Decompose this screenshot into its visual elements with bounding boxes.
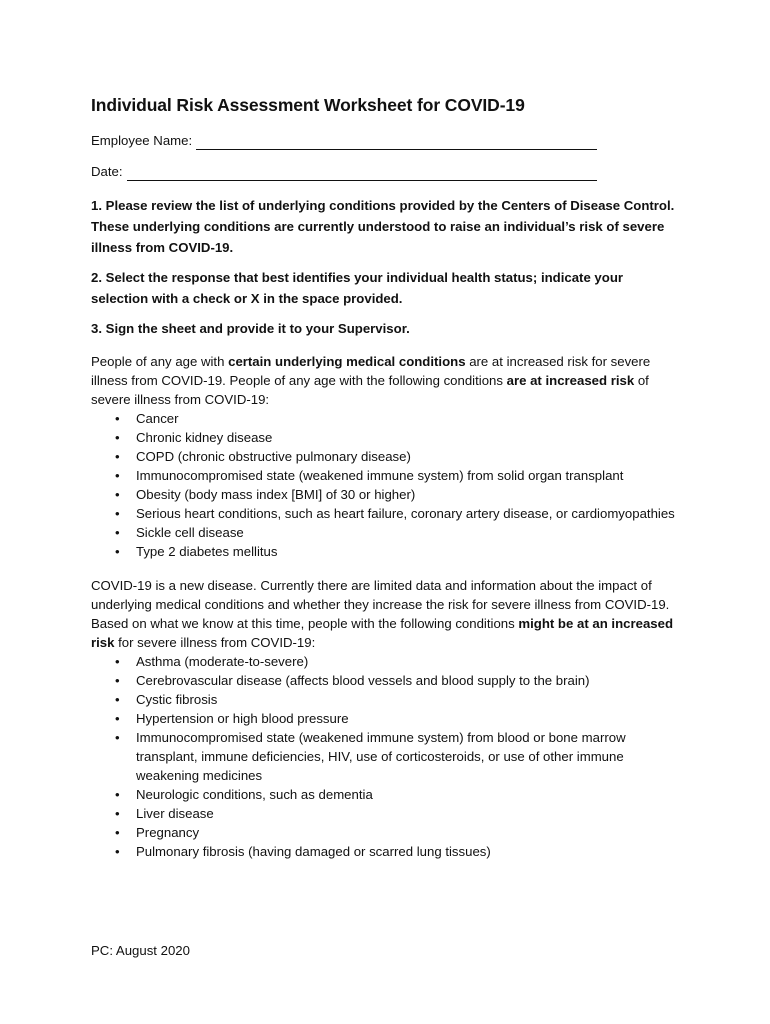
bullet-icon: • bbox=[115, 544, 120, 559]
list-item-text: Liver disease bbox=[136, 806, 214, 821]
list-item bbox=[91, 690, 681, 709]
list-item-text: Chronic kidney disease bbox=[136, 430, 273, 445]
list-item bbox=[91, 447, 681, 466]
list-item-text: Immunocompromised state (weakened immune system) from blood or bone marrow transplant, immune deficiencies, HIV, use of corticosteroids, or use of other immune weakening medicines bbox=[136, 730, 626, 783]
list-item bbox=[91, 785, 681, 804]
list-item bbox=[91, 485, 681, 504]
list-item bbox=[91, 823, 681, 842]
list-item-text: Cancer bbox=[136, 411, 179, 426]
bullet-icon: • bbox=[115, 525, 120, 540]
list-item-text: Hypertension or high blood pressure bbox=[136, 711, 349, 726]
bullet-icon: • bbox=[115, 654, 120, 669]
date-field[interactable] bbox=[91, 163, 681, 181]
bullet-icon: • bbox=[115, 673, 120, 688]
list-item-text: Serious heart conditions, such as heart failure, coronary artery disease, or cardiomyopathies bbox=[136, 506, 675, 521]
list-item bbox=[91, 671, 681, 690]
intro-bold-1: certain underlying medical conditions bbox=[228, 354, 466, 369]
bullet-icon: • bbox=[115, 730, 120, 745]
bullet-icon: • bbox=[115, 844, 120, 859]
intro-text-1: People of any age with bbox=[91, 354, 229, 369]
list-item-text: Obesity (body mass index [BMI] of 30 or higher) bbox=[136, 487, 416, 502]
page-footer: PC: August 2020 bbox=[91, 943, 190, 958]
list-item bbox=[91, 466, 681, 485]
bullet-icon: • bbox=[115, 506, 120, 521]
list-item bbox=[91, 409, 681, 428]
new-disease-text-1: COVID-19 is a new disease. Currently there are limited data and information about the impact of underlying medical conditions and whether they increase the risk for severe illness from COVID-19. Based on what we know at this time, people with the following conditions bbox=[91, 578, 670, 631]
bullet-icon: • bbox=[115, 430, 120, 445]
list-item-text: Pregnancy bbox=[136, 825, 200, 840]
page-title: Individual Risk Assessment Worksheet for COVID-19 bbox=[91, 95, 525, 115]
new-disease-text-2: for severe illness from COVID-19: bbox=[114, 635, 316, 650]
list-item bbox=[91, 523, 681, 542]
instruction-1: 1. Please review the list of underlying conditions provided by the Centers of Disease Control. These underlying conditions are currently understood to raise an individual’s risk of severe illness from COVID-19. bbox=[91, 198, 675, 255]
list-item-text: Cerebrovascular disease (affects blood vessels and blood supply to the brain) bbox=[136, 673, 590, 688]
employee-name-label: Employee Name: bbox=[91, 133, 193, 148]
list-item-text: Cystic fibrosis bbox=[136, 692, 218, 707]
intro-text-3: of severe illness from COVID-19: bbox=[91, 373, 649, 407]
list-item-text: Immunocompromised state (weakened immune system) from solid organ transplant bbox=[136, 468, 624, 483]
list-item bbox=[91, 504, 681, 523]
bullet-icon: • bbox=[115, 825, 120, 840]
bullet-icon: • bbox=[115, 711, 120, 726]
date-line[interactable] bbox=[127, 167, 597, 181]
bullet-icon: • bbox=[115, 411, 120, 426]
increased-risk-list bbox=[91, 409, 681, 561]
intro-bold-2: are at increased risk bbox=[506, 373, 635, 388]
bullet-icon: • bbox=[115, 487, 120, 502]
list-item-text: Asthma (moderate-to-severe) bbox=[136, 654, 309, 669]
bullet-icon: • bbox=[115, 468, 120, 483]
bullet-icon: • bbox=[115, 787, 120, 802]
employee-name-line[interactable] bbox=[196, 136, 597, 150]
intro-text-2: are at increased risk for severe illness from COVID-19. People of any age with the following conditions bbox=[91, 354, 651, 388]
instruction-3: 3. Sign the sheet and provide it to your Supervisor. bbox=[91, 321, 410, 336]
list-item bbox=[91, 652, 681, 671]
bullet-icon: • bbox=[115, 806, 120, 821]
list-item bbox=[91, 428, 681, 447]
employee-name-field[interactable] bbox=[91, 132, 681, 150]
bullet-icon: • bbox=[115, 449, 120, 464]
bullet-icon: • bbox=[115, 692, 120, 707]
new-disease-bold-1: might be at an increased risk bbox=[91, 616, 674, 650]
list-item bbox=[91, 804, 681, 823]
list-item-text: Pulmonary fibrosis (having damaged or scarred lung tissues) bbox=[136, 844, 491, 859]
list-item bbox=[91, 842, 681, 861]
list-item-text: Type 2 diabetes mellitus bbox=[136, 544, 278, 559]
list-item-text: Neurologic conditions, such as dementia bbox=[136, 787, 373, 802]
date-label: Date: bbox=[91, 164, 123, 179]
might-increased-risk-list bbox=[91, 652, 681, 861]
intro-paragraph bbox=[91, 352, 681, 409]
list-item-text: COPD (chronic obstructive pulmonary disease) bbox=[136, 449, 411, 464]
list-item-text: Sickle cell disease bbox=[136, 525, 244, 540]
new-disease-paragraph bbox=[91, 576, 681, 652]
list-item bbox=[91, 542, 681, 561]
list-item bbox=[91, 728, 681, 785]
worksheet-page bbox=[91, 93, 681, 861]
list-item bbox=[91, 709, 681, 728]
instruction-2: 2. Select the response that best identifies your individual health status; indicate your selection with a check or X in the space provided. bbox=[91, 270, 624, 306]
